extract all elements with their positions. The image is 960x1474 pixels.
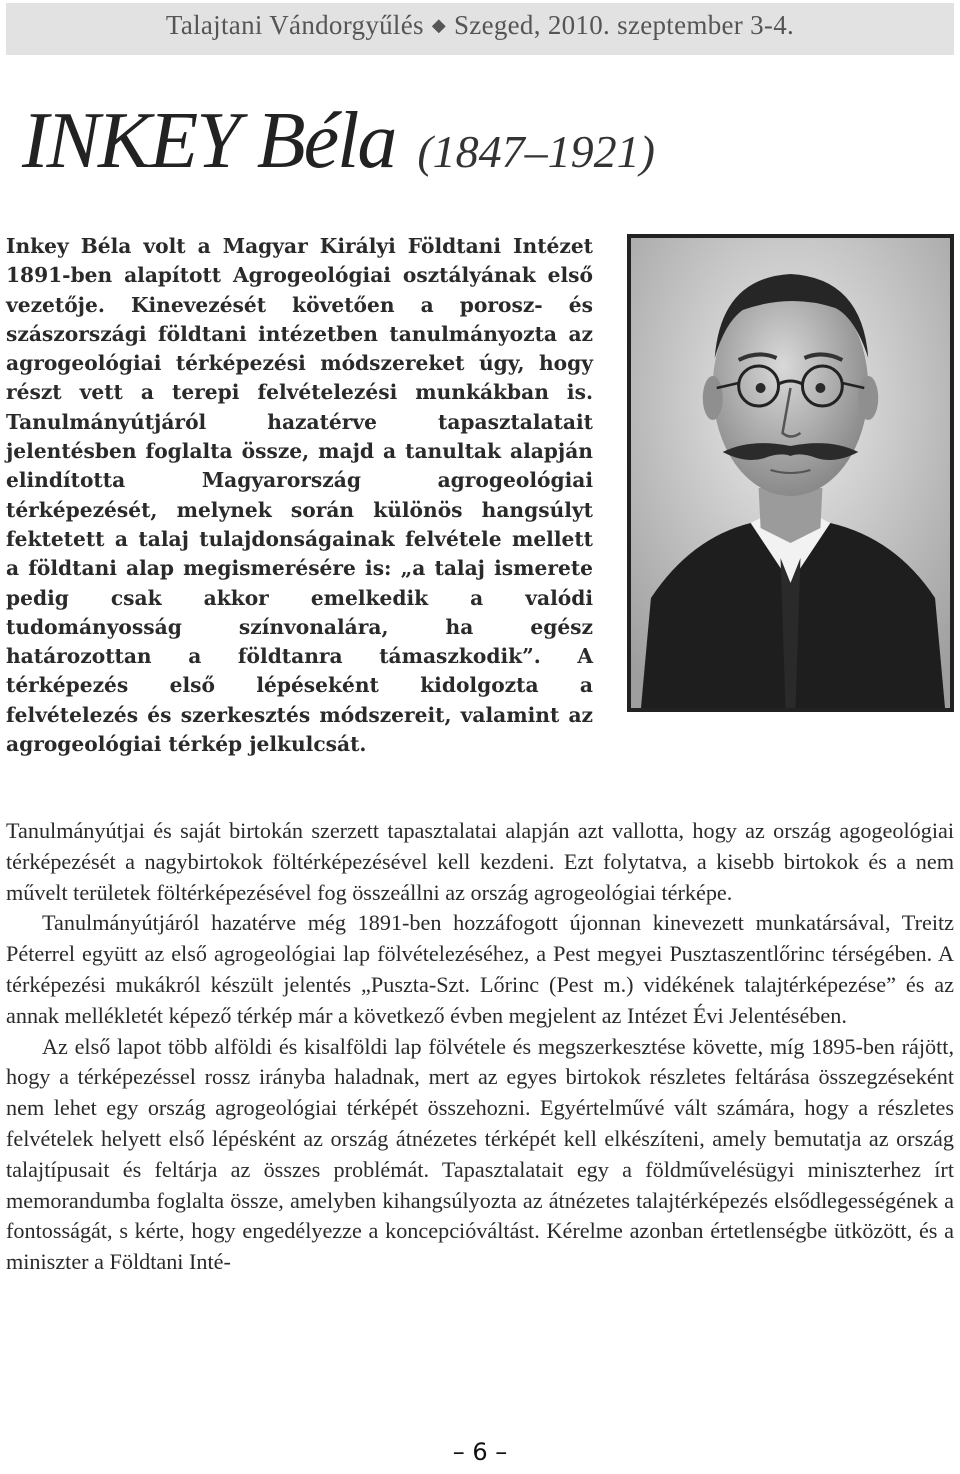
page-title <box>22 96 655 187</box>
diamond-icon: ◆ <box>431 15 446 35</box>
body-paragraph: Tanulmányútjáról hazatérve még 1891-ben hozzáfogott újonnan kinevezett munkatársával, Treitz Péterrel együtt az első agrogeológiai lap fölvételezéséhez, a Pest megyei Pusztaszentlőrinc térségében. A térképezési mukákról készült jelentés „Puszta-Szt. Lőrinc (Pest m.) vidékének talajtérképezése” és az annak mellékletét képező térkép már a következő évben megjelent az Intézet Évi Jelentésében. <box>6 910 954 1028</box>
article-body <box>6 816 954 1278</box>
portrait-photo <box>627 234 954 712</box>
page-number: – 6 – <box>452 1438 508 1466</box>
header-date: Szeged, 2010. szeptember 3-4. <box>453 10 795 40</box>
portrait-illustration <box>631 238 950 708</box>
intro-paragraph: Inkey Béla volt a Magyar Királyi Földtani Intézet 1891-ben alapított Agrogeológiai osztályának első vezetője. Kinevezését követően a porosz- és szászországi földtani intézetben tanulmányozta az agrogeológiai térképezési módszereket úgy, hogy részt vett a terepi felvételezési munkákban is. Tanulmányútjáról hazatérve tapasztalatait jelentésben foglalta össze, majd a tanultak alapján elindította Magyarország agrogeológiai térképezését, melynek során különös hangsúlyt fektetett a talaj tulajdonságainak felvétele mellett a földtani alap megismerésére is: „a talaj ismerete pedig csak akkor emelkedik a valódi tudományosság színvonalára, ha egész határozottan a földtanra támaszkodik”. A térképezés első lépéseként kidolgozta a felvételezés és szerkesztés módszereit, valamint az agrogeológiai térkép jelkulcsát. <box>6 234 593 757</box>
body-paragraph: Tanulmányútjai és saját birtokán szerzett tapasztalatai alapján azt vallotta, hogy az ország agogeológiai térképezését a nagybirtokok föltérképezésével kell kezdeni. Ezt folytatva, a kisebb birtokok és a nem művelt területek föltérképezésével fog összeállni az ország agrogeológiai térképe. <box>6 818 954 905</box>
running-header <box>0 10 960 41</box>
title-name: INKEY Béla <box>22 97 396 185</box>
title-years: (1847–1921) <box>417 126 655 177</box>
body-paragraph: Az első lapot több alföldi és kisalföldi lap fölvétele és megszerkesztése követte, míg 1895-ben rájött, hogy a térképezéssel rossz irányba haladnak, mert az egyes birtokok részletes feltárása összegzéseként nem lehet egy ország agrogeológiai térképét összehozni. Egyértelművé vált számára, hogy a részletes felvételek helyett első lépésként az ország átnézetes térképét kell elkészíteni, amely bemutatja az ország talajtípusait és feltárja az összes problémát. Tapasztalatait egy a földművelésügyi miniszterhez írt memorandumba foglalta össze, amelyben kihangsúlyozta az átnézetes talajtérképezés elsődlegességének a fontosságát, s kérte, hogy engedélyezze a koncepcióváltást. Kérelme azonban értetlenségbe ütközött, és a miniszter a Földtani Inté- <box>6 1033 954 1275</box>
header-conference: Talajtani Vándorgyűlés <box>165 10 424 40</box>
